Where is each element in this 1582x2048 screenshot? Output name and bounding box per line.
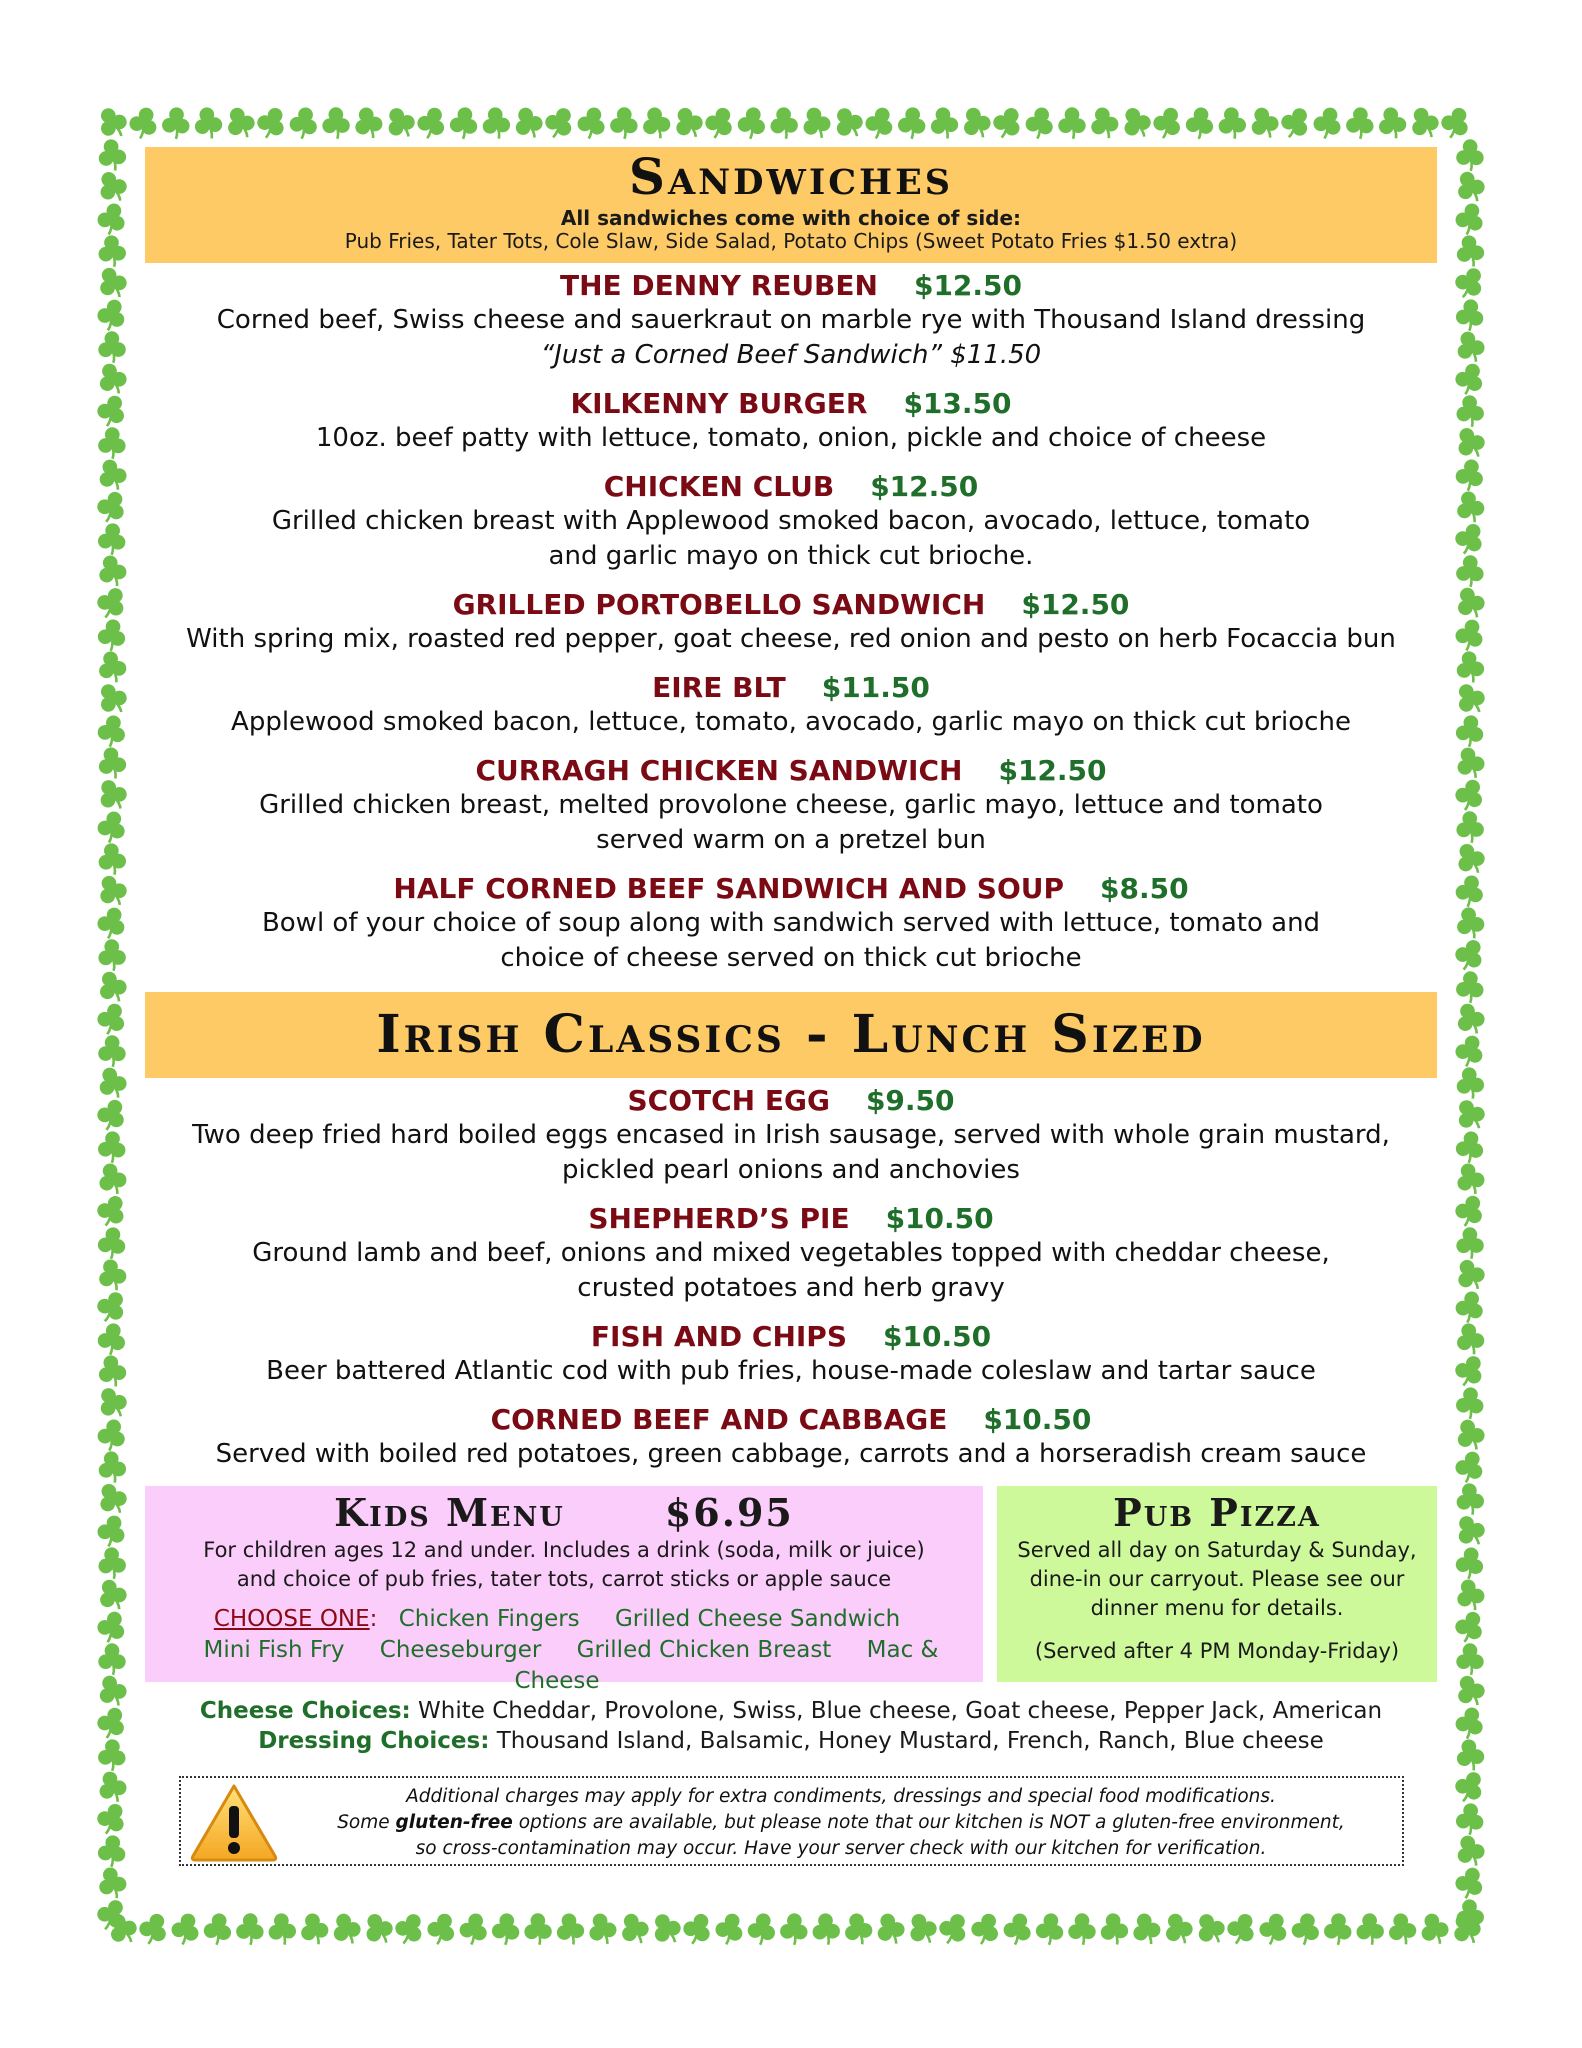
shamrock-icon: [1451, 1191, 1488, 1230]
shamrock-icon: [98, 427, 127, 459]
shamrock-icon: [1453, 1704, 1487, 1741]
shamrock-icon: [1452, 167, 1489, 206]
shamrock-icon: [1456, 395, 1485, 428]
item-desc-2: served warm on a pretzel bun: [596, 825, 986, 855]
shamrock-icon: [94, 1512, 129, 1550]
item-price: $13.50: [903, 387, 1012, 420]
shamrock-icon: [93, 1479, 131, 1519]
shamrock-icon: [97, 234, 127, 267]
cheese-choices-label: Cheese Choices:: [199, 1698, 411, 1724]
shamrock-icon: [799, 104, 834, 142]
item-desc: Grilled chicken breast with Applewood smoked bacon, avocado, lettuce, tomato: [271, 506, 1311, 536]
shamrock-icon: [93, 775, 132, 816]
shamrock-icon: [92, 1286, 131, 1327]
shamrock-icon: [1454, 714, 1485, 749]
dressing-choices: [145, 1726, 1437, 1756]
menu-item: [145, 1202, 1437, 1306]
item-name: HALF CORNED BEEF SANDWICH AND SOUP: [393, 872, 1065, 905]
classics-header: [145, 992, 1437, 1078]
pizza-desc-2: dine-in our carryout. Please see our: [1029, 1567, 1405, 1591]
sandwiches-subtitle: All sandwiches come with choice of side:: [560, 206, 1022, 230]
item-name: CHICKEN CLUB: [603, 470, 835, 503]
item-desc-2: and garlic mayo on thick cut brioche.: [548, 541, 1034, 571]
shamrock-icon: [93, 1703, 130, 1742]
menu-item: [145, 1084, 1437, 1188]
shamrock-icon: [1452, 616, 1487, 654]
item-desc-2: choice of cheese served on thick cut brioche: [500, 943, 1082, 973]
shamrock-icon: [94, 904, 129, 942]
shamrock-icon: [540, 103, 579, 144]
shamrock-icon: [1451, 1607, 1489, 1647]
sandwiches-sides: Pub Fries, Tater Tots, Cole Slaw, Side Salad, Potato Chips (Sweet Potato Fries $1.50 extra): [344, 229, 1238, 253]
shamrock-icon: [510, 104, 546, 143]
menu-content: [145, 147, 1437, 1947]
shamrock-icon: [1452, 1832, 1488, 1870]
shamrock-icon: [736, 105, 768, 141]
shamrock-icon: [413, 103, 450, 142]
shamrock-icon: [1451, 1511, 1490, 1552]
kids-choice: Grilled Chicken Breast: [576, 1637, 832, 1663]
shamrock-icon: [93, 391, 130, 430]
shamrock-icon: [95, 1417, 129, 1454]
shamrock-icon: [1451, 775, 1488, 814]
shamrock-icon: [97, 522, 127, 556]
shamrock-icon: [1310, 104, 1345, 142]
shamrock-icon: [1087, 105, 1121, 142]
menu-item: [145, 588, 1437, 657]
shamrock-icon: [1452, 1416, 1488, 1455]
shamrock-icon: [1455, 650, 1486, 685]
shamrock-icon: [252, 103, 290, 143]
classics-title: Irish Classics - Lunch Sized: [376, 1004, 1206, 1065]
shamrock-icon: [1453, 1289, 1487, 1326]
kids-choices-row-1: [145, 1604, 983, 1635]
shamrock-icon: [1453, 457, 1486, 493]
shamrock-icon: [897, 106, 927, 140]
pizza-note: (Served after 4 PM Monday-Friday): [1034, 1639, 1400, 1663]
shamrock-icon: [1217, 106, 1247, 140]
pub-pizza-box: [997, 1486, 1437, 1682]
shamrock-icon: [94, 1575, 131, 1614]
shamrock-icon: [95, 1768, 130, 1806]
notice-line-2: [291, 1810, 1392, 1836]
item-price: $10.50: [883, 1320, 992, 1353]
item-name: THE DENNY REUBEN: [559, 269, 878, 302]
shamrock-icon: [93, 1383, 132, 1424]
item-price: $12.50: [1021, 588, 1130, 621]
shamrock-icon: [98, 1643, 125, 1675]
pizza-desc-1: Served all day on Saturday & Sunday,: [1017, 1538, 1417, 1562]
item-price: $12.50: [870, 470, 979, 503]
shamrock-icon: [93, 999, 130, 1038]
shamrock-icon: [1454, 1130, 1486, 1165]
sandwiches-title: Sandwiches: [628, 147, 954, 206]
shamrock-icon: [322, 107, 350, 139]
shamrock-icon: [97, 1834, 128, 1868]
shamrock-icon: [94, 967, 131, 1006]
shamrock-icon: [1451, 423, 1489, 463]
bottom-row: [145, 1486, 1437, 1694]
kids-choice: Mac & Cheese: [514, 1637, 939, 1694]
item-desc: Bowl of your choice of soup along with sandwich served with lettuce, tomato and: [261, 908, 1321, 938]
shamrock-icon: [829, 102, 868, 143]
shamrock-icon: [1456, 811, 1485, 843]
choices-section: [145, 1696, 1437, 1756]
shamrock-icon: [95, 1160, 130, 1198]
item-desc: Corned beef, Swiss cheese and sauerkraut on marble rye with Thousand Island dressing: [216, 305, 1366, 335]
item-price: $8.50: [1100, 872, 1189, 905]
shamrock-icon: [192, 105, 224, 140]
shamrock-icon: [93, 102, 133, 143]
shamrock-icon: [94, 1064, 130, 1102]
item-name: FISH AND CHIPS: [590, 1320, 847, 1353]
item-alt: “Just a Corned Beef Sandwich” $11.50: [540, 340, 1042, 370]
shamrock-icon: [95, 552, 129, 589]
kids-menu-heading: [145, 1490, 983, 1536]
menu-item: [145, 387, 1437, 456]
shamrock-icon: [93, 167, 131, 207]
shamrock-icon: [669, 103, 707, 143]
shamrock-icon: [94, 263, 132, 303]
shamrock-icon: [1450, 519, 1488, 559]
shamrock-icon: [1456, 555, 1485, 587]
shamrock-icon: [1454, 1737, 1486, 1772]
notice-line-2a: Some: [337, 1812, 396, 1833]
menu-item: [145, 671, 1437, 740]
dressing-choices-list: Thousand Island, Balsamic, Honey Mustard, French, Ranch, Blue cheese: [496, 1728, 1324, 1754]
item-price: $10.50: [983, 1403, 1092, 1436]
item-price: $9.50: [865, 1084, 955, 1117]
shamrock-icon: [1451, 1255, 1489, 1295]
kids-choice: Grilled Cheese Sandwich: [614, 1606, 901, 1632]
shamrock-icon: [1453, 328, 1488, 366]
shamrock-icon: [1452, 999, 1489, 1038]
shamrock-icon: [95, 1865, 129, 1902]
shamrock-icon: [93, 1095, 131, 1135]
shamrock-icon: [161, 106, 191, 139]
pub-pizza-title: Pub Pizza: [1113, 1490, 1321, 1535]
item-desc-2: crusted potatoes and herb gravy: [577, 1273, 1005, 1303]
shamrock-icon: [93, 871, 131, 911]
shamrock-icon: [1376, 105, 1408, 141]
shamrock-icon: [1453, 1160, 1488, 1198]
kids-choice: Cheeseburger: [379, 1637, 542, 1663]
menu-item: [145, 470, 1437, 574]
shamrock-icon: [95, 808, 129, 845]
shamrock-icon: [1454, 1321, 1486, 1357]
cheese-choices: [145, 1696, 1437, 1726]
choose-one-colon: :: [369, 1606, 378, 1632]
shamrock-icon: [1058, 107, 1085, 139]
shamrock-icon: [1452, 583, 1489, 622]
shamrock-icon: [1450, 935, 1488, 975]
shamrock-icon: [126, 104, 161, 142]
shamrock-icon: [92, 1191, 130, 1231]
notice-text: [291, 1784, 1392, 1862]
kids-desc-2: and choice of pub fries, tater tots, carrot sticks or apple sauce: [236, 1567, 892, 1591]
item-desc: Grilled chicken breast, melted provolone cheese, garlic mayo, lettuce and tomato: [259, 790, 1323, 820]
shamrock-icon: [610, 107, 639, 139]
pizza-desc-3: dinner menu for details.: [1090, 1596, 1344, 1620]
shamrock-icon: [1450, 1351, 1489, 1392]
kids-menu-title: Kids Menu: [334, 1490, 565, 1535]
item-desc: Applewood smoked bacon, lettuce, tomato, avocado, garlic mayo on thick cut brioche: [231, 707, 1351, 737]
kids-choice: Mini Fish Fry: [203, 1637, 345, 1663]
shamrock-icon: [97, 842, 127, 876]
shamrock-icon: [93, 487, 131, 527]
item-name: EIRE BLT: [652, 671, 786, 704]
shamrock-icon: [1452, 1448, 1488, 1486]
shamrock-icon: [96, 649, 129, 685]
shamrock-icon: [98, 331, 126, 363]
shamrock-icon: [94, 1672, 130, 1711]
shamrock-icon: [96, 1353, 128, 1388]
shamrock-icon: [1454, 489, 1487, 526]
shamrock-icon: [1184, 106, 1216, 141]
shamrock-icon: [95, 713, 128, 749]
shamrock-icon: [1451, 678, 1491, 719]
cheese-choices-list: White Cheddar, Provolone, Swiss, Blue cheese, Goat cheese, Pepper Jack, American: [418, 1698, 1383, 1724]
item-name: KILKENNY BURGER: [570, 387, 868, 420]
sandwiches-header: [145, 147, 1437, 263]
shamrock-icon: [1455, 1386, 1485, 1419]
shamrock-icon: [94, 200, 129, 238]
allergy-notice: [179, 1776, 1404, 1866]
shamrock-icon: [1456, 1227, 1484, 1259]
shamrock-icon: [1456, 1643, 1483, 1675]
choose-one-label: CHOOSE ONE: [213, 1606, 370, 1632]
item-desc: Ground lamb and beef, onions and mixed vegetables topped with cheddar cheese,: [252, 1238, 1330, 1268]
shamrock-icon: [1455, 1482, 1485, 1516]
item-desc: Beer battered Atlantic cod with pub fries, house-made coleslaw and tartar sauce: [266, 1356, 1316, 1386]
shamrock-icon: [481, 106, 512, 140]
shamrock-icon: [1452, 200, 1487, 238]
item-desc: 10oz. beef patty with lettuce, tomato, onion, pickle and choice of cheese: [315, 423, 1267, 453]
shamrock-icon: [1455, 298, 1486, 332]
shamrock-icon: [98, 939, 127, 971]
shamrock-icon: [701, 103, 739, 143]
gluten-free-text: gluten-free: [395, 1812, 513, 1833]
shamrock-icon: [1451, 359, 1488, 398]
item-desc: Two deep fried hard boiled eggs encased in Irish sausage, served with whole grain mustard,: [192, 1120, 1390, 1150]
shamrock-icon: [640, 105, 673, 141]
shamrock-icon: [222, 103, 259, 142]
shamrock-icon: [1276, 102, 1315, 143]
menu-item: [145, 754, 1437, 858]
shamrock-icon: [94, 296, 130, 334]
shamrock-icon: [770, 107, 799, 140]
notice-line-1: Additional charges may apply for extra condiments, dressings and special food modifications.: [406, 1786, 1276, 1807]
shamrock-icon: [1454, 234, 1486, 269]
shamrock-icon: [1454, 1545, 1486, 1580]
menu-item: [145, 269, 1437, 373]
shamrock-icon: [351, 104, 385, 141]
kids-choice: Chicken Fingers: [398, 1606, 580, 1632]
shamrock-icon: [1437, 103, 1475, 143]
shamrock-icon: [1452, 1864, 1488, 1903]
shamrock-icon: [97, 1739, 126, 1772]
shamrock-icon: [928, 106, 960, 141]
shamrock-icon: [448, 106, 479, 141]
shamrock-icon: [862, 104, 898, 142]
item-desc: Served with boiled red potatoes, green cabbage, carrots and a horseradish cream sauce: [215, 1439, 1367, 1469]
shamrock-icon: [1117, 103, 1155, 143]
shamrock-icon: [1455, 1066, 1486, 1100]
shamrock-icon: [988, 103, 1026, 143]
kids-choices-row-2: [145, 1635, 983, 1697]
shamrock-icon: [287, 105, 320, 142]
item-name: GRILLED PORTOBELLO SANDWICH: [452, 588, 986, 621]
menu-item: [145, 1320, 1437, 1389]
item-name: CORNED BEEF AND CABBAGE: [490, 1403, 948, 1436]
shamrock-icon: [92, 1799, 130, 1839]
shamrock-icon: [381, 103, 420, 144]
shamrock-icon: [1451, 839, 1489, 879]
dressing-choices-label: Dressing Choices:: [258, 1728, 490, 1754]
kids-menu-price: $6.95: [664, 1490, 794, 1535]
shamrock-icon: [96, 1226, 127, 1261]
shamrock-icon: [98, 1547, 127, 1580]
shamrock-icon: [98, 1035, 126, 1067]
shamrock-icon: [1450, 1767, 1489, 1808]
shamrock-icon: [94, 1608, 130, 1647]
shamrock-icon: [1406, 103, 1444, 143]
kids-desc-1: For children ages 12 and under. Includes a drink (soda, milk or juice): [203, 1538, 925, 1562]
shamrock-icon: [97, 1450, 128, 1484]
item-name: CURRAGH CHICKEN SANDWICH: [475, 754, 963, 787]
shamrock-icon: [92, 583, 131, 624]
item-name: SCOTCH EGG: [627, 1084, 830, 1117]
shamrock-icon: [958, 103, 995, 142]
item-price: $10.50: [885, 1202, 994, 1235]
shamrock-icon: [96, 618, 128, 653]
shamrock-icon: [1455, 971, 1484, 1004]
warning-icon: [189, 1782, 279, 1862]
shamrock-icon: [97, 138, 128, 173]
shamrock-icon: [93, 678, 133, 719]
item-name: SHEPHERD’S PIE: [588, 1202, 850, 1235]
shamrock-icon: [1345, 107, 1374, 140]
shamrock-icon: [96, 746, 128, 781]
shamrock-icon: [1450, 262, 1489, 303]
shamrock-icon: [1451, 1094, 1490, 1135]
item-price: $12.50: [913, 269, 1023, 302]
item-desc: With spring mix, roasted red pepper, goat cheese, red onion and pesto on herb Focaccia bun: [186, 624, 1396, 654]
shamrock-icon: [1452, 1032, 1487, 1070]
shamrock-icon: [1023, 105, 1057, 142]
shamrock-icon: [1453, 1576, 1487, 1613]
shamrock-icon: [1454, 905, 1487, 941]
shamrock-icon: [574, 104, 609, 142]
shamrock-icon: [97, 1130, 127, 1163]
shamrock-icon: [95, 456, 130, 494]
shamrock-icon: [96, 1321, 128, 1357]
shamrock-icon: [96, 1257, 129, 1294]
menu-item: [145, 872, 1437, 976]
item-price: $11.50: [821, 671, 930, 704]
notice-line-2c: options are available, but please note that our kitchen is NOT a gluten-free environment,: [512, 1812, 1345, 1833]
shamrock-icon: [1246, 104, 1282, 142]
kids-menu-box: [145, 1486, 983, 1694]
menu-item: [145, 1403, 1437, 1472]
shamrock-icon: [1149, 103, 1186, 142]
item-desc-2: pickled pearl onions and anchovies: [562, 1155, 1020, 1185]
shamrock-icon: [1453, 744, 1488, 782]
shamrock-icon: [1453, 873, 1486, 910]
shamrock-icon: [1452, 1671, 1490, 1711]
item-price: $12.50: [998, 754, 1107, 787]
notice-line-3: so cross-contamination may occur. Have your server check with our kitchen for verification.: [415, 1838, 1267, 1859]
shamrock-icon: [1456, 139, 1484, 171]
shamrock-icon: [1455, 1802, 1485, 1836]
shamrock-icon: [94, 359, 131, 398]
